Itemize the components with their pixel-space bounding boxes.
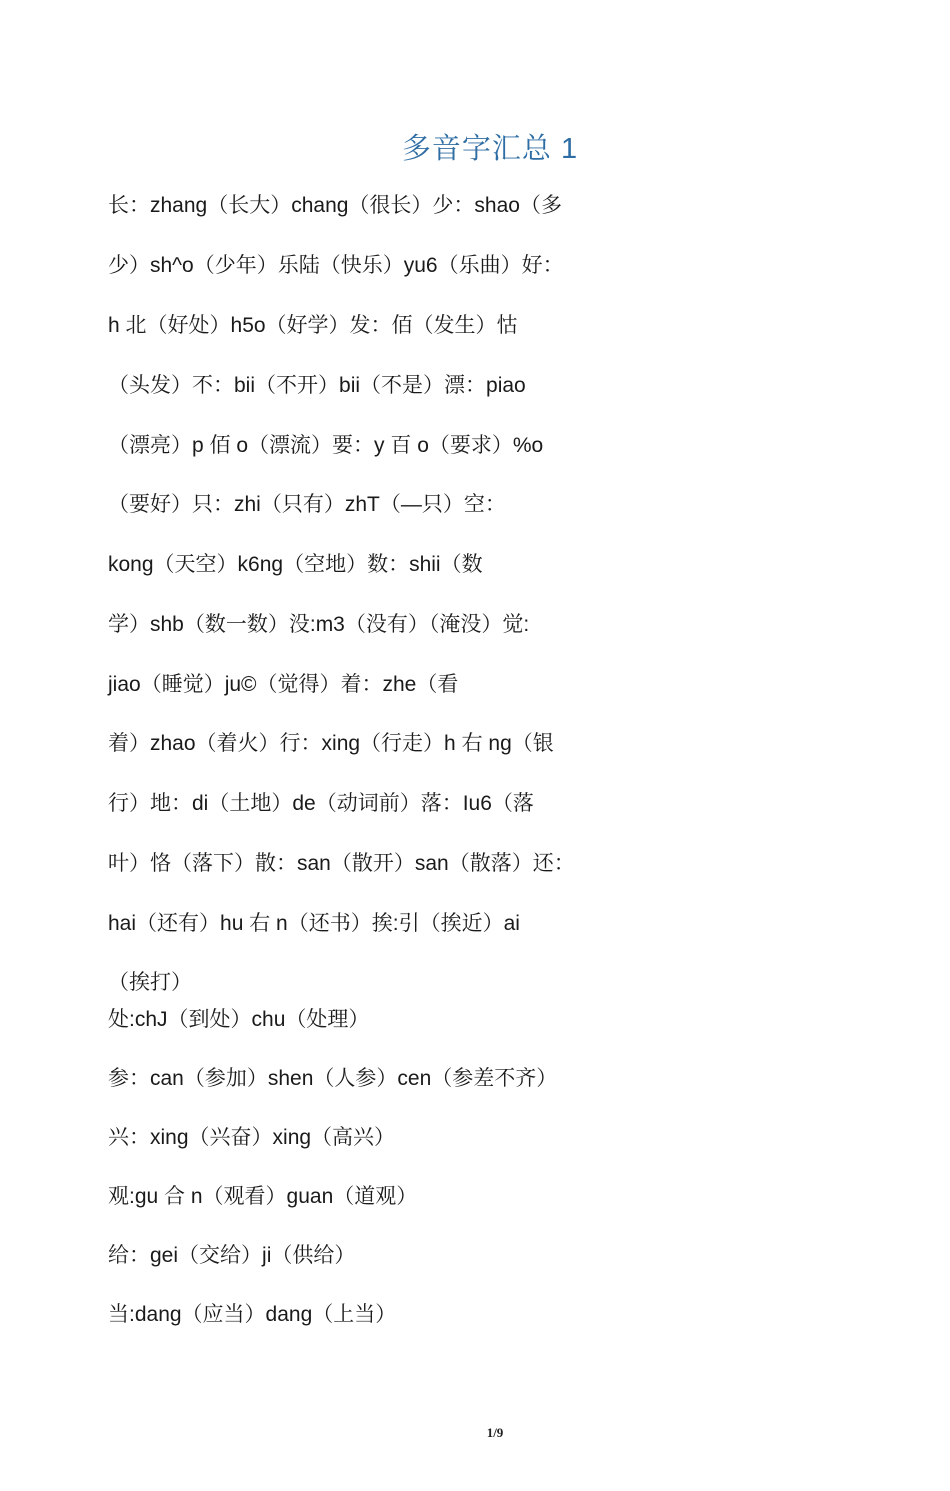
text-line: 处:chJ（到处）chu（处理） xyxy=(108,1008,370,1031)
text-line: h 北（好处）h5o（好学）发：佰（发生）怙 xyxy=(108,314,518,337)
text-line: 行）地：di（土地）de（动词前）落：Iu6（落 xyxy=(108,792,534,815)
text-line: 学）shb（数一数）没:m3（没有）（淹没）觉: xyxy=(108,613,530,636)
text-line: （漂亮）p 佰 o（漂流）要：y 百 o（要求）%o xyxy=(108,434,544,457)
text-line: kong（天空）k6ng（空地）数：shii（数 xyxy=(108,553,483,576)
text-line: （要好）只：zhi（只有）zhT（—只）空： xyxy=(108,493,506,516)
text-line: （头发）不：bii（不开）bii（不是）漂：piao xyxy=(108,374,526,397)
text-line: 参：can（参加）shen（人参）cen（参差不齐） xyxy=(108,1067,558,1090)
document-title: 多音字汇总 1 xyxy=(401,133,579,165)
text-line: 当:dang（应当）dang（上当） xyxy=(108,1303,397,1326)
text-line: 少）sh^o（少年）乐陆（快乐）yu6（乐曲）好： xyxy=(108,254,564,277)
text-line: 兴：xing（兴奋）xing（高兴） xyxy=(108,1126,396,1149)
text-line: 着）zhao（着火）行：xing（行走）h 右 ng（银 xyxy=(108,732,554,755)
text-line: 观:gu 合 n（观看）guan（道观） xyxy=(108,1185,418,1208)
page-number: 1/9 xyxy=(486,1425,504,1440)
text-line: （挨打） xyxy=(108,971,192,994)
text-line: 长：zhang（长大）chang（很长）少：shao（多 xyxy=(108,194,562,217)
text-line: 给：gei（交给）ji（供给） xyxy=(108,1244,356,1267)
text-line: jiao（睡觉）ju©（觉得）着：zhe（看 xyxy=(108,673,459,696)
text-line: hai（还有）hu 右 n（还书）挨:引（挨近）ai xyxy=(108,912,520,935)
text-line: 叶）恪（落下）散：san（散开）san（散落）还： xyxy=(108,852,575,875)
